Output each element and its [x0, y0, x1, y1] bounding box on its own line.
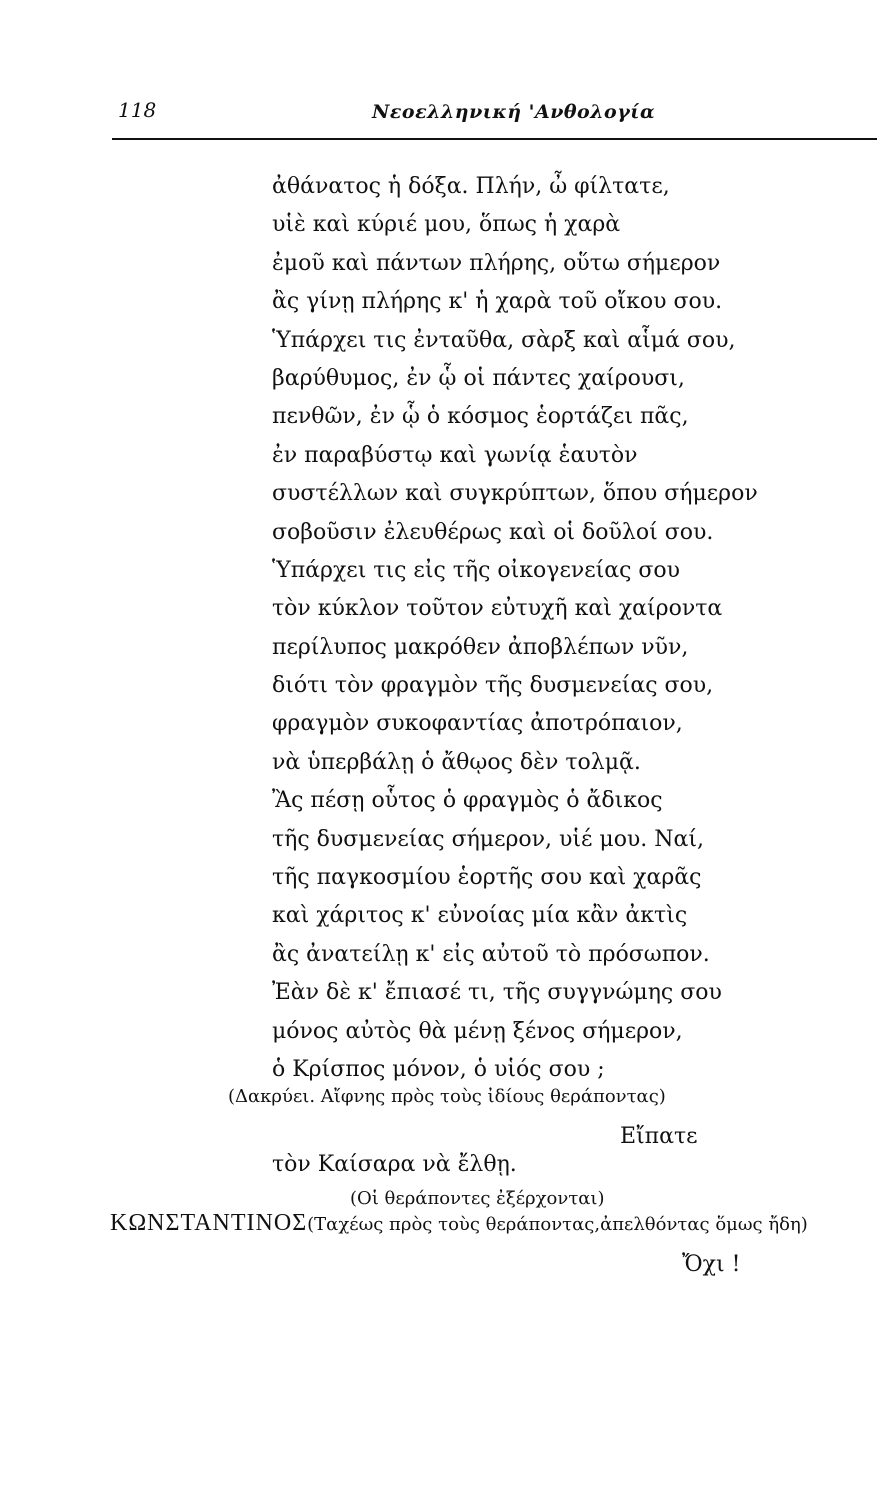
verse-line: περίλυπος μακρόθεν ἀποβλέπων νῦν,: [272, 634, 689, 660]
verse-line: τῆς παγκοσμίου ἑορτῆς σου καὶ χαρᾶς: [272, 865, 702, 891]
header-rule: [112, 138, 877, 140]
verse-line: νὰ ὑπερβάλῃ ὁ ἄθῳος δὲν τολμᾷ.: [272, 749, 641, 775]
running-title: Νεοελληνική 'Ανθολογία: [372, 101, 656, 123]
verse-line: Ἐὰν δὲ κ' ἔπιασέ τι, τῆς συγγνώμης σου: [272, 980, 722, 1006]
verse-line: ἐν παραβύστῳ καὶ γωνίᾳ ἑαυτὸν: [272, 442, 638, 468]
verse-line: διότι τὸν φραγμὸν τῆς δυσμενείας σου,: [272, 673, 714, 699]
verse-line: καὶ χάριτος κ' εὐνοίας μία κἂν ἀκτὶς: [272, 903, 688, 929]
verse-line: ὁ Κρίσπος μόνον, ὁ υἱός σου ;: [272, 1056, 605, 1082]
stage-direction: (Οἱ θεράποντες ἐξέρχονται): [350, 1188, 605, 1209]
verse-line: ἀθάνατος ἡ δόξα. Πλήν, ὦ φίλτατε,: [272, 174, 670, 199]
verse-line: τῆς δυσμενείας σήμερον, υἱέ μου. Ναί,: [272, 826, 705, 852]
verse-line: ἂς ἀνατείλῃ κ' εἰς αὐτοῦ τὸ πρόσωπον.: [272, 941, 710, 967]
verse-line: τὸν κύκλον τοῦτον εὐτυχῆ καὶ χαίροντα: [272, 596, 723, 622]
speaker-direction: (Ταχέως πρὸς τοὺς θεράποντας,ἀπελθόντας ὅμως ἤδη): [307, 1214, 808, 1235]
speech-text: τὸν Καίσαρα νὰ ἔλθῃ.: [272, 1152, 517, 1177]
verse-line: φραγμὸν συκοφαντίας ἀποτρόπαιον,: [272, 711, 683, 737]
stage-direction: (Δακρύει. Αἴφνης πρὸς τοὺς ἰδίους θεράποντας): [228, 1086, 666, 1107]
verse-block: [272, 168, 832, 1089]
verse-line: Ὑπάρχει τις εἰς τῆς οἰκογενείας σου: [272, 557, 681, 583]
speech-text: Εἴπατε: [620, 1124, 698, 1149]
verse-line: υἱὲ καὶ κύριέ μου, ὅπως ἡ χαρὰ: [272, 212, 621, 238]
verse-line: ἐμοῦ καὶ πάντων πλήρης, οὕτω σήμερον: [272, 250, 721, 276]
verse-line: σοβοῦσιν ἐλευθέρως καὶ οἱ δοῦλοί σου.: [272, 519, 714, 545]
verse-line: συστέλλων καὶ συγκρύπτων, ὅπου σήμερον: [272, 481, 758, 507]
verse-line: πενθῶν, ἐν ᾧ ὁ κόσμος ἑορτάζει πᾶς,: [272, 404, 689, 430]
speech-text: Ὄχι !: [682, 1252, 741, 1277]
speaker-heading: [110, 1210, 808, 1237]
page-number: 118: [118, 98, 157, 122]
verse-line: ἂς γίνῃ πλήρης κ' ἡ χαρὰ τοῦ οἴκου σου.: [272, 289, 723, 315]
verse-line: Ὑπάρχει τις ἐνταῦθα, σὰρξ καὶ αἷμά σου,: [272, 327, 736, 353]
verse-line: Ἂς πέσῃ οὗτος ὁ φραγμὸς ὁ ἄδικος: [272, 788, 663, 814]
speaker-name: ΚΩΝΣΤΑΝΤΙΝΟΣ: [110, 1210, 308, 1236]
verse-line: μόνος αὐτὸς θὰ μένῃ ξένος σήμερον,: [272, 1018, 683, 1044]
verse-line: βαρύθυμος, ἐν ᾧ οἱ πάντες χαίρουσι,: [272, 365, 685, 391]
